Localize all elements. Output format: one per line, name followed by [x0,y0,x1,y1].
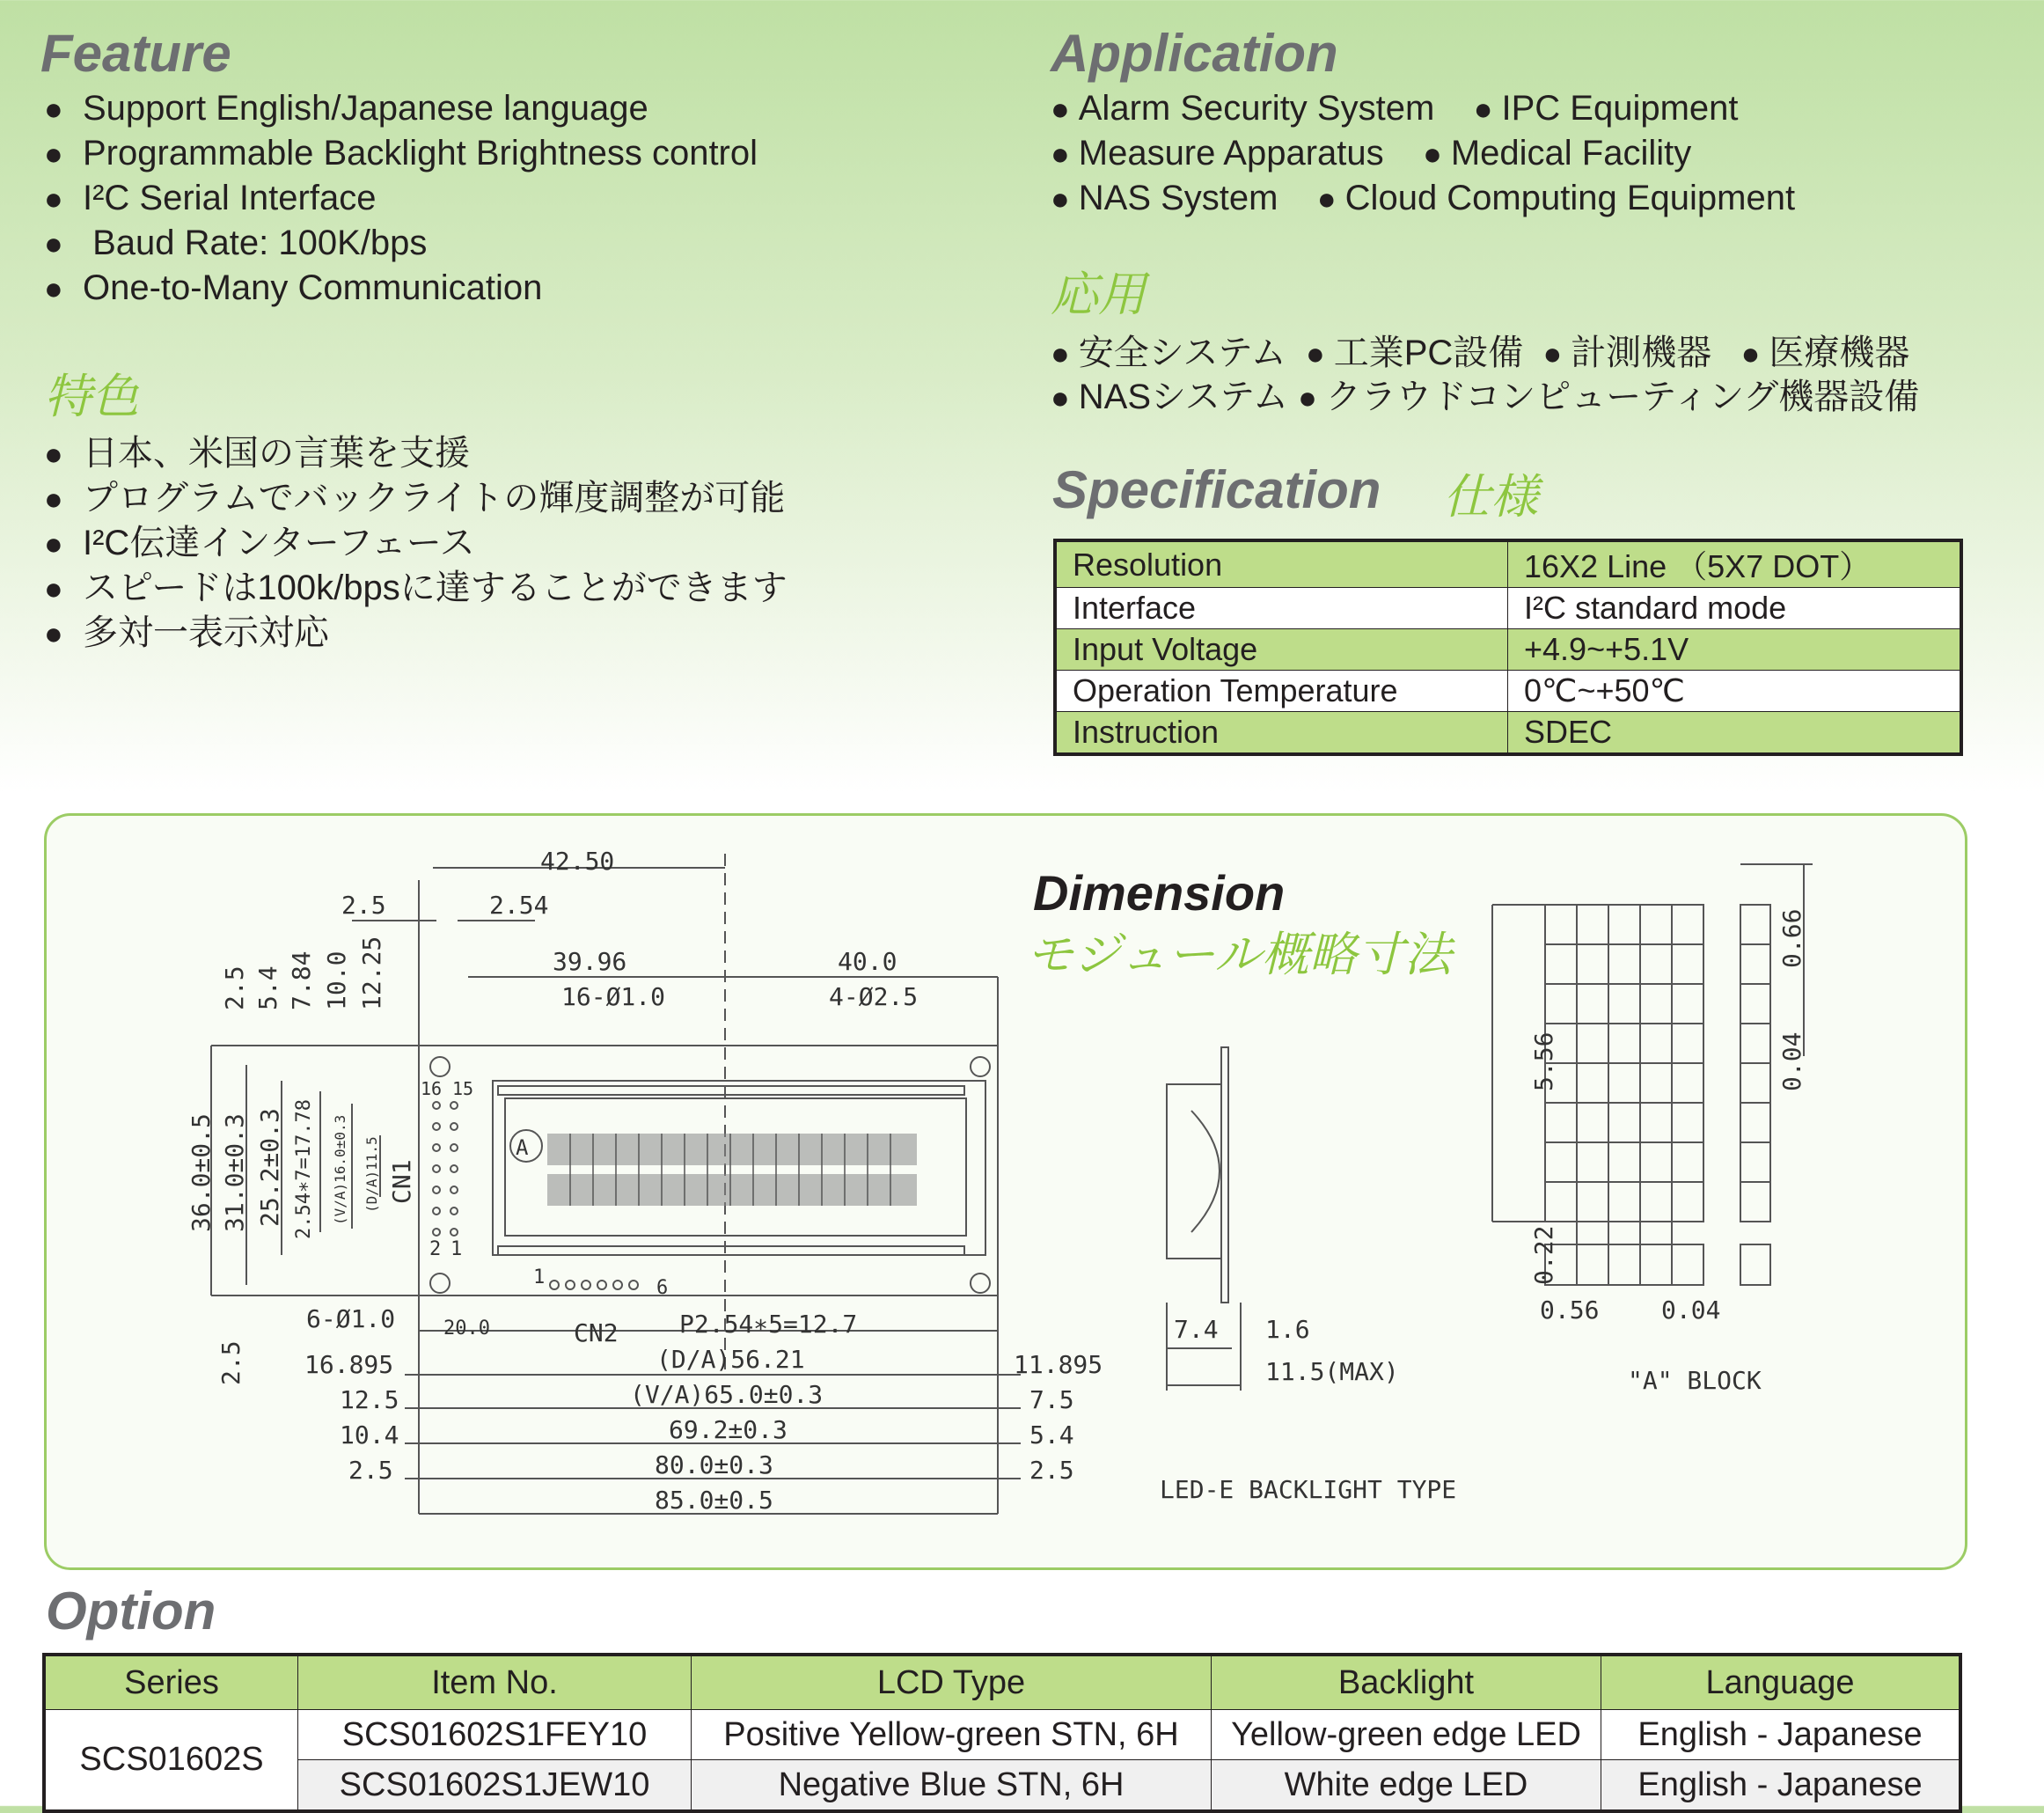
item-cell: SCS01602S1FEY10 [298,1710,692,1760]
lcd-cell: Positive Yellow-green STN, 6H [692,1710,1212,1760]
feature-jp-title: 特色 [44,371,139,423]
dim-label: 4-Ø2.5 [829,982,919,1011]
lcd-dot-matrix [547,1134,917,1206]
dim-label: 42.50 [540,847,615,876]
dim-label: 1.6 [1265,1315,1310,1344]
column-header: Backlight [1212,1655,1601,1710]
dim-label: 2.5 [220,965,249,1010]
spec-value: 16X2 Line （5X7 DOT） [1508,540,1962,588]
active-area [505,1098,966,1236]
dim-label: 85.0±0.5 [655,1486,773,1515]
list-item: ● Baud Rate: 100K/bps [44,221,758,266]
dim-label: 7.4 [1174,1315,1219,1344]
list-item: ● NASシステム [1051,378,1288,416]
dim-label: 16-Ø1.0 [561,982,666,1011]
list-item: ● One-to-Many Communication [44,266,758,311]
spec-label: Input Voltage [1055,629,1508,671]
series-cell: SCS01602S [44,1710,298,1812]
application-jp-title: 応用 [1051,268,1146,321]
list-item: ● NAS System [1051,179,1278,217]
dim-label: 0.04 [1661,1296,1721,1325]
dim-label: 0.66 [1777,908,1806,968]
dim-label: 69.2±0.3 [669,1415,788,1444]
viewing-area [493,1081,985,1255]
language-cell: English - Japanese [1601,1760,1961,1812]
pin-label: 6 [656,1277,669,1299]
dim-label: (V/A)16.0±0.3 [332,1114,348,1225]
dim-label: 80.0±0.3 [655,1450,773,1479]
dim-label: 5.4 [253,965,282,1010]
table-row [44,1760,1960,1812]
dim-label: 12.25 [357,936,386,1010]
dim-label: 10.0 [322,951,351,1010]
list-item: ● Alarm Security System [1051,89,1434,128]
dim-label: 11.895 [1014,1350,1103,1379]
spec-value: +4.9~+5.1V [1508,629,1962,671]
pin-label: 16 [421,1078,443,1099]
dim-label: 2.5 [1029,1456,1074,1485]
specification-title: Specification [1052,460,1381,519]
list-item: ● Cloud Computing Equipment [1317,179,1795,217]
dim-label: CN2 [574,1318,619,1347]
list-item: ● クラウドコンピューティング機器設備 [1298,378,1919,416]
dim-label: 2.54 [489,891,549,920]
list-item: ● 多対一表示対応 [44,611,788,656]
list-item: ● スピードは100k/bpsに達することができます [44,566,788,611]
list-item: ● Support English/Japanese language [44,86,758,131]
option-title: Option [46,1582,216,1641]
dim-label: 10.4 [340,1420,399,1450]
dim-label: 2.5 [341,891,386,920]
dim-label: P2.54∗5=12.7 [679,1310,858,1339]
dim-label: (D/A)56.21 [656,1345,805,1374]
dim-label: 5.56 [1529,1031,1558,1091]
dim-label: 31.0±0.3 [220,1113,249,1232]
table-row [44,1710,1960,1760]
dim-label: 7.5 [1029,1385,1074,1414]
spec-value: 0℃~+50℃ [1508,671,1962,712]
specification-jp-title: 仕様 [1443,471,1538,524]
pin-label: 1 [451,1238,463,1260]
list-item: ● プログラムでバックライトの輝度調整が可能 [44,476,788,521]
column-header: LCD Type [692,1655,1212,1710]
list-item: ● IPC Equipment [1474,89,1739,128]
dim-label: 6-Ø1.0 [306,1304,396,1333]
spec-label: Interface [1055,588,1508,629]
pin-label: 2 [429,1238,442,1260]
feature-title: Feature [40,24,231,83]
pin-label: 15 [452,1078,474,1099]
list-item: ● Programmable Backlight Brightness control [44,131,758,176]
list-item: ● I²C伝達インターフェース [44,521,788,566]
item-cell: SCS01602S1JEW10 [298,1760,692,1812]
dim-label: 0.56 [1540,1296,1600,1325]
list-item: ● 工業PC設備 [1306,334,1523,372]
dim-label: CN1 [387,1159,416,1204]
column-header: Series [44,1655,298,1710]
dim-label: 2.5 [348,1456,393,1485]
lcd-cell: Negative Blue STN, 6H [692,1760,1212,1812]
option-table [42,1653,1962,1813]
dim-label: 16.895 [304,1350,394,1379]
side-view-label: LED-E BACKLIGHT TYPE [1160,1475,1457,1504]
application-title: Application [1051,24,1338,83]
dim-label: (D/A)11.5 [363,1136,380,1213]
dimension-jp-title: モジュール概略寸法 [1026,929,1452,981]
spec-label: Resolution [1055,540,1508,588]
backlight-cell: Yellow-green edge LED [1212,1710,1601,1760]
spec-label: Instruction [1055,712,1508,755]
block-label: "A" BLOCK [1628,1366,1762,1395]
dimension-title: Dimension [1033,865,1286,921]
dim-label: (V/A)65.0±0.3 [630,1380,824,1409]
list-item: ● 計測機器 [1543,334,1712,372]
list-item: ● 安全システム [1051,334,1286,372]
spec-label: Operation Temperature [1055,671,1508,712]
list-item: ● Measure Apparatus [1051,134,1384,172]
column-header: Item No. [298,1655,692,1710]
list-item: ● Medical Facility [1423,134,1691,172]
dim-label: 2.5 [216,1340,245,1385]
backlight-cell: White edge LED [1212,1760,1601,1812]
dim-label: 2.54∗7=17.78 [293,1099,315,1239]
spec-value: I²C standard mode [1508,588,1962,629]
column-header: Language [1601,1655,1961,1710]
dim-label: 11.5(MAX) [1265,1357,1399,1386]
dim-label: 7.84 [287,951,316,1010]
dim-label: 39.96 [553,947,627,976]
dim-label: 25.2±0.3 [255,1108,284,1227]
dim-label: 0.22 [1529,1225,1558,1285]
dim-label: 40.0 [838,947,897,976]
list-item: ● I²C Serial Interface [44,176,758,221]
dim-label: 36.0±0.5 [187,1113,216,1232]
dim-label: 5.4 [1029,1420,1074,1450]
dim-label: 12.5 [340,1385,399,1414]
list-item: ● 日本、米国の言葉を支援 [44,431,788,476]
pin-label: 1 [533,1266,546,1288]
table-header-row [44,1655,1960,1710]
dim-label: 20.0 [443,1318,490,1340]
spec-value: SDEC [1508,712,1962,755]
language-cell: English - Japanese [1601,1710,1961,1760]
pin-label: A [516,1135,529,1160]
dim-label: 0.04 [1777,1031,1806,1091]
list-item: ● 医療機器 [1741,334,1910,372]
